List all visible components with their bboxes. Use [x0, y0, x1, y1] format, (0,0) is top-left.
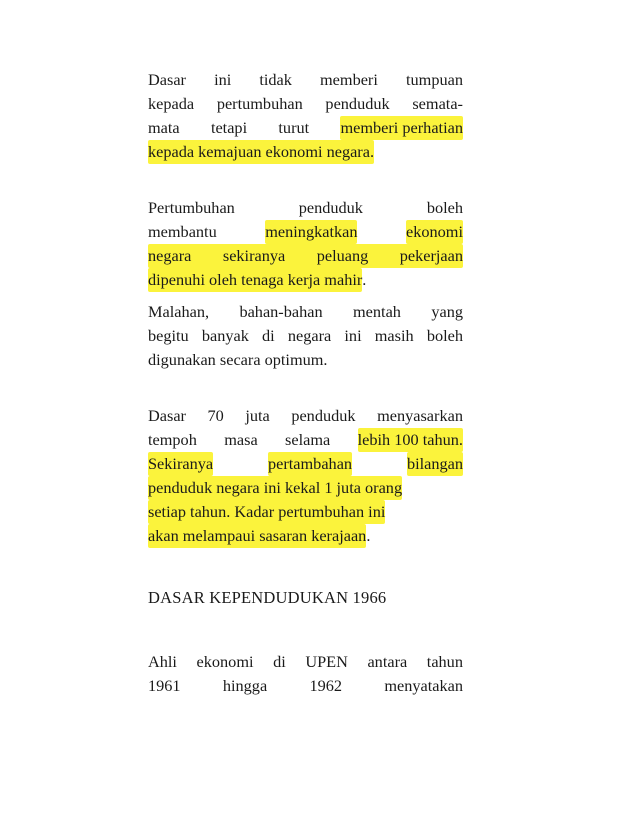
text-word: banyak — [201, 326, 249, 345]
paragraph-malahan — [148, 300, 463, 372]
paragraph-dasar-tumpuan — [148, 68, 463, 164]
text-word: selama — [285, 430, 331, 449]
text-word: masa — [224, 430, 258, 449]
text-word: tahun — [426, 652, 463, 671]
text-line — [148, 476, 463, 500]
text-word: tempoh — [148, 430, 197, 449]
text-word: masih — [374, 326, 414, 345]
text-line — [148, 244, 463, 268]
text-word: boleh — [426, 198, 463, 217]
text-word: penduduk — [291, 406, 356, 425]
text-word: . — [366, 526, 371, 545]
text-word: antara — [367, 652, 408, 671]
paragraph-dasar-70-juta — [148, 404, 463, 548]
text-word: boleh — [426, 326, 463, 345]
text-line — [148, 220, 463, 244]
text-word: juta — [245, 406, 270, 425]
text-line — [148, 674, 463, 698]
text-word: menyatakan — [384, 676, 463, 695]
paragraph-pertumbuhan — [148, 196, 463, 292]
text-word: membantu — [148, 222, 217, 241]
highlighted-text: pertambahan — [268, 452, 352, 476]
text-word: menyasarkan — [377, 406, 463, 425]
text-line — [148, 524, 463, 548]
text-word: . — [362, 270, 367, 289]
text-word: kepada — [148, 94, 195, 113]
text-word: tetapi — [210, 118, 248, 137]
document-page — [148, 68, 463, 698]
paragraph-gap — [148, 610, 463, 650]
text-word: Dasar — [148, 406, 186, 425]
text-word: Ahli — [148, 652, 177, 671]
text-word: penduduk — [325, 94, 390, 113]
text-word: negara — [287, 326, 332, 345]
text-line — [148, 92, 463, 116]
highlighted-text: dipenuhi oleh tenaga kerja mahir — [148, 268, 362, 292]
highlighted-text: Sekiranya — [148, 452, 213, 476]
text-word: penduduk — [298, 198, 363, 217]
text-word: 1961 — [148, 676, 181, 695]
text-line — [148, 452, 463, 476]
highlighted-text: kepada kemajuan ekonomi negara. — [148, 140, 374, 164]
text-word: bahan-bahan — [239, 302, 323, 321]
text-word: yang — [431, 302, 463, 321]
highlighted-text: memberi perhatian — [340, 116, 463, 140]
text-line — [148, 140, 463, 164]
text-word: ekonomi — [196, 652, 254, 671]
highlighted-text: setiap tahun. Kadar pertumbuhan ini — [148, 500, 385, 524]
text-line — [148, 196, 463, 220]
text-word: mentah — [353, 302, 401, 321]
text-word: turut — [278, 118, 310, 137]
highlighted-text: meningkatkan — [265, 220, 357, 244]
text-line — [148, 348, 463, 372]
text-line — [148, 116, 463, 140]
text-word: di — [262, 326, 275, 345]
text-word: ini — [344, 326, 362, 345]
text-word: ini — [214, 70, 232, 89]
text-word: begitu — [148, 326, 189, 345]
paragraph-ahli-ekonomi — [148, 650, 463, 698]
text-word: digunakan secara optimum. — [148, 350, 328, 369]
highlighted-text: bilangan — [407, 452, 463, 476]
text-word: tumpuan — [405, 70, 463, 89]
highlighted-text: akan melampaui sasaran kerajaan — [148, 524, 366, 548]
text-line — [148, 68, 463, 92]
paragraph-gap-small — [148, 292, 463, 300]
section-heading: DASAR KEPENDUDUKAN 1966 — [148, 588, 387, 607]
text-word: 70 — [207, 406, 224, 425]
text-word: Dasar — [148, 70, 186, 89]
text-line — [148, 324, 463, 348]
highlighted-text: lebih 100 tahun. — [358, 428, 463, 452]
text-word: semata- — [412, 94, 463, 113]
text-word: memberi — [320, 70, 378, 89]
text-word: hingga — [222, 676, 268, 695]
text-word: di — [273, 652, 286, 671]
text-word: mata — [148, 118, 180, 137]
text-line — [148, 428, 463, 452]
text-line — [148, 500, 463, 524]
text-word: UPEN — [305, 652, 348, 671]
highlighted-text: penduduk negara ini kekal 1 juta orang — [148, 476, 402, 500]
text-line — [148, 300, 463, 324]
text-word: Pertumbuhan — [148, 198, 235, 217]
paragraph-gap — [148, 548, 463, 586]
text-line — [148, 650, 463, 674]
text-line — [148, 404, 463, 428]
text-word: tidak — [259, 70, 292, 89]
paragraph-gap — [148, 164, 463, 196]
text-word: 1962 — [309, 676, 343, 695]
highlighted-text: negara sekiranya peluang pekerjaan — [148, 244, 463, 268]
text-word: Malahan, — [148, 302, 210, 321]
text-line — [148, 268, 463, 292]
paragraph-gap — [148, 372, 463, 404]
highlighted-text: ekonomi — [406, 220, 463, 244]
text-word: pertumbuhan — [216, 94, 303, 113]
